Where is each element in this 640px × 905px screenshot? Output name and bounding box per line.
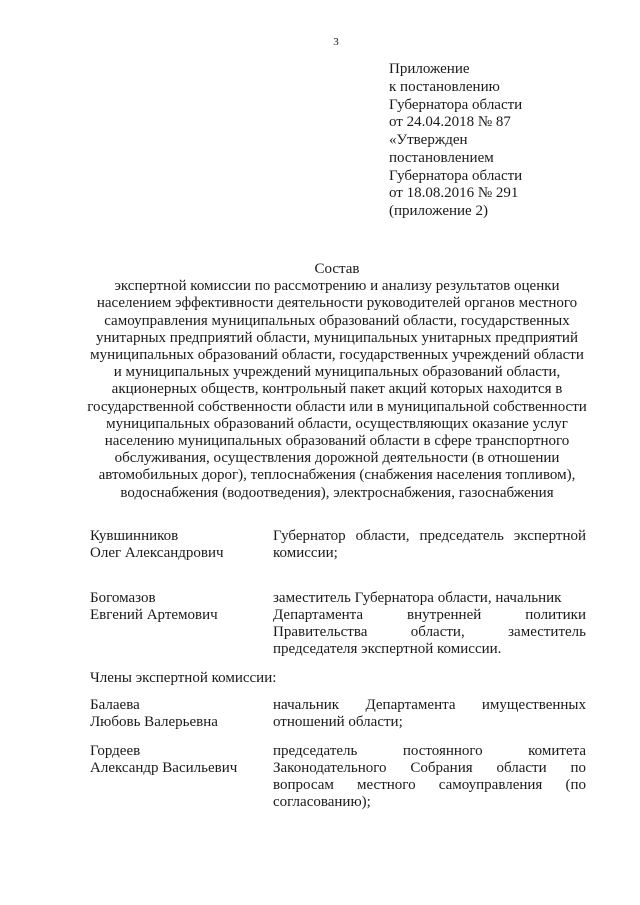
appendix-line: к постановлению [389,78,500,95]
role-line: отношений области; [273,714,403,731]
title-line: унитарных предприятий области, муниципальных унитарных предприятий [96,329,578,346]
title-line: экспертной комиссии по рассмотрению и анализу результатов оценки [114,278,560,295]
title-line: муниципальных образований области, государственных учреждений области [90,347,584,364]
composition-heading: Состав [314,261,360,277]
role-line: начальник Департамента имущественных [273,697,586,713]
title-line: и муниципальных учреждений муниципальных образований области, [113,364,561,381]
title-line: акционерных обществ, контрольный пакет акций которых находится в [111,381,563,398]
member-given-names: Александр Васильевич [90,760,238,777]
role-line: Правительства области, заместитель [273,624,586,641]
appendix-line: от 18.08.2016 № 291 [389,185,519,202]
member-name [90,697,218,731]
role-line: заместитель Губернатора области, начальник [273,590,562,606]
page-number: 3 [333,36,339,48]
title-line: муниципальных образований области, осуществляющих оказание услуг [106,415,568,432]
title-line: самоуправления муниципальных образований области, государственных [104,312,570,329]
role-line: комиссии; [273,545,338,562]
member-given-names: Любовь Валерьевна [90,714,218,731]
member-surname: Кувшинников [90,528,179,544]
role-line: Законодательного Собрания области по [273,760,586,777]
appendix-line: от 24.04.2018 № 87 [389,114,511,131]
member-role [273,697,586,731]
member-name [90,528,224,562]
title-line: государственной собственности области или в муниципальной собственности [87,398,587,415]
member-surname: Богомазов [90,590,156,606]
member-entry [0,743,640,823]
title-line: обслуживания, осуществления дорожной деятельности (в отношении [114,450,560,467]
composition-title-block [37,261,637,502]
member-name [90,743,237,777]
appendix-line: Приложение [389,61,470,77]
member-role [273,528,586,562]
role-line: вопросам местного самоуправления (по [273,777,586,794]
role-line: председатель постоянного комитета [273,743,586,759]
member-surname: Балаева [90,697,140,713]
member-given-names: Олег Александрович [90,545,224,562]
title-line: населением эффективности деятельности руководителей органов местного [96,295,578,312]
appendix-line: (приложение 2) [389,203,488,219]
member-name [90,590,218,624]
title-line: водоснабжения (водоотведения), электроснабжения, газоснабжения [120,484,554,501]
role-line: согласованию); [273,794,371,811]
member-role [273,743,586,811]
role-line: Департамента внутренней политики [273,607,586,624]
appendix-line: Губернатора области [389,167,523,184]
title-line: населению муниципальных образований области в сфере транспортного [104,433,570,450]
appendix-line: постановлением [389,149,494,166]
appendix-line: «Утвержден [389,132,468,148]
appendix-block [389,61,522,221]
member-role [273,590,586,658]
member-surname: Гордеев [90,743,141,759]
role-line: Губернатор области, председатель экспертной [273,528,586,544]
appendix-line: Губернатора области [389,96,523,113]
role-line: председателя экспертной комиссии. [273,641,502,658]
members-heading: Члены экспертной комиссии: [90,670,277,686]
title-line: автомобильных дорог), теплоснабжения (снабжения населения топливом), [98,467,576,484]
member-entry-deputy-chair [0,590,640,670]
member-given-names: Евгений Артемович [90,607,218,624]
